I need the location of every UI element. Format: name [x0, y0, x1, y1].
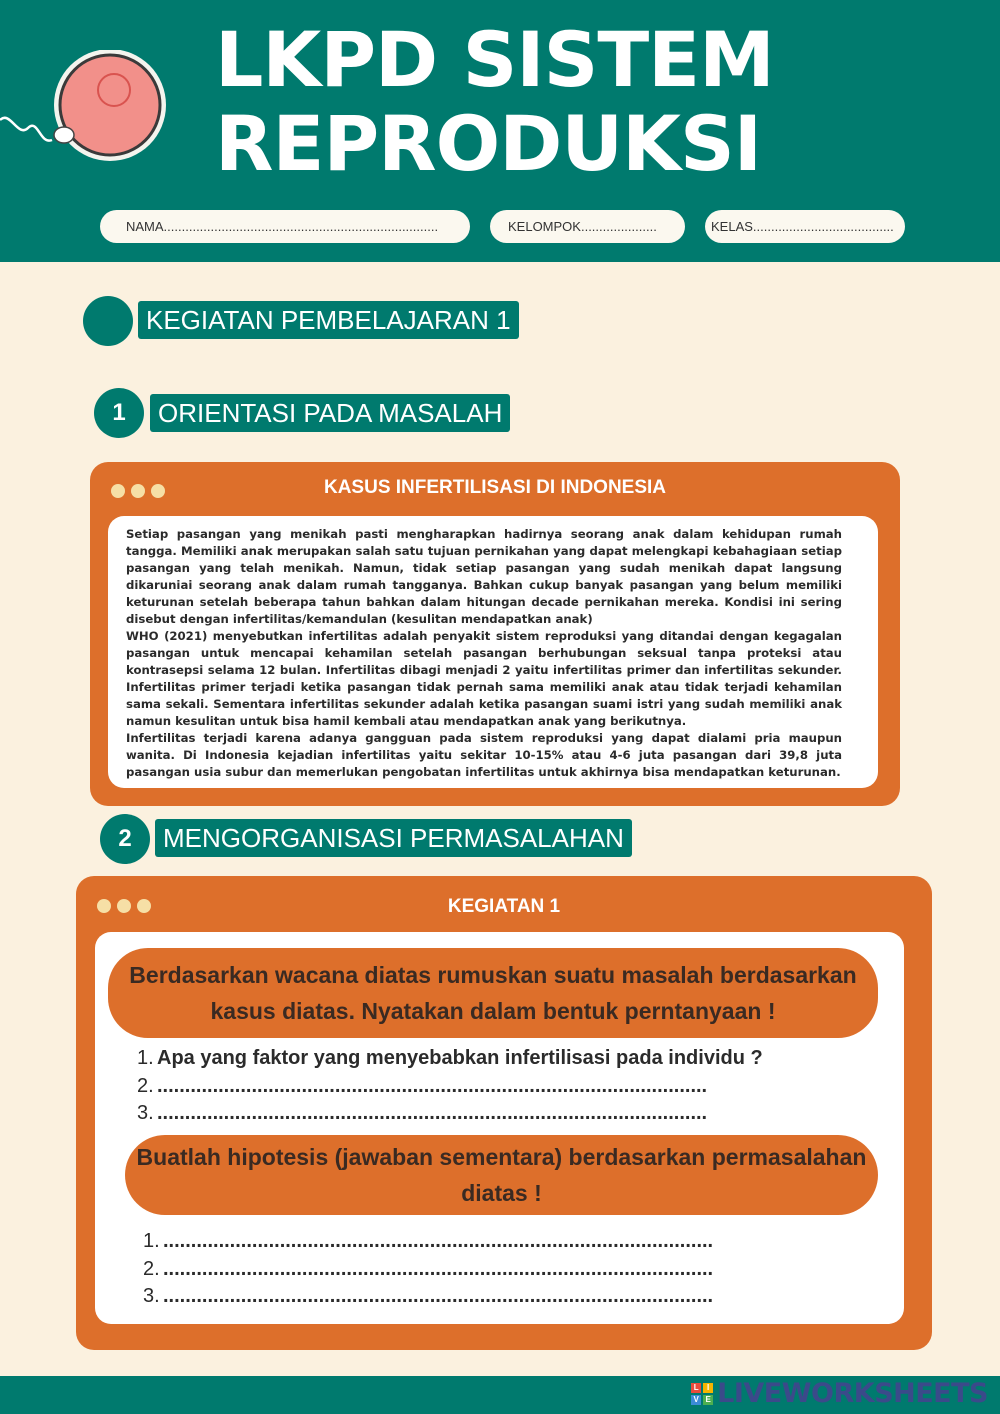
question-1-pill: Berdasarkan wacana diatas rumuskan suatu masalah berdasarkan kasus diatas. Nyatakan dalam bentuk perntanyaan ! [108, 948, 878, 1038]
logo-letter: L [691, 1383, 701, 1393]
answer-row[interactable] [143, 1283, 713, 1311]
answer-blank[interactable]: ................................................................................................... [163, 1285, 714, 1307]
activity-label: KEGIATAN PEMBELAJARAN 1 [138, 301, 519, 339]
answer-number: 3. [137, 1102, 154, 1124]
case-box [90, 462, 900, 806]
case-paragraph-3: Infertilitas terjadi karena adanya gangguan pada sistem reproduksi yang dapat dialami pria maupun wanita. Di Indonesia kejadian infertilitas yaitu sekitar 10-15% atau 4-6 juta pasangan dari 39,8 juta pasangan usia subur dan memerlukan pengobatan infertilitas untuk akhirnya bisa mendapatkan keturunan. [126, 731, 842, 779]
answer-row[interactable] [137, 1100, 763, 1128]
answer-number: 2. [137, 1074, 154, 1097]
step-1-number: 1 [94, 388, 144, 438]
footer [0, 1376, 1000, 1414]
answer-number: 2. [143, 1257, 160, 1280]
answer-number: 3. [143, 1285, 160, 1307]
title-line-2: REPRODUKSI [215, 99, 761, 188]
case-text [126, 526, 842, 781]
activity-panel [95, 932, 904, 1324]
egg-sperm-illustration [0, 50, 175, 180]
activity-box-title: KEGIATAN 1 [447, 896, 561, 917]
step-2-label: MENGORGANISASI PERMASALAHAN [155, 819, 632, 857]
liveworksheets-logo[interactable] [691, 1378, 988, 1409]
group-field[interactable]: KELOMPOK..................... [490, 210, 685, 243]
header [0, 0, 1000, 262]
case-paragraph-1: Setiap pasangan yang menikah pasti mengharapkan hadirnya seorang anak dalam kehidupan rumah tangga. Memiliki anak merupakan salah satu tujuan pernikahan yang dapat melengkapi kebahagiaan setiap pasangan yang telah menikah. Namun, tidak setiap pasangan yang sudah menikah dapat langsung dikaruniai seorang anak dalam rumah tangganya. Bahkan cukup banyak pasangan yang belum memiliki keturunan setelah beberapa tahun bahkan dalam hitungan decade pernikahan mereka. Kondisi ini sering disebut dengan infertilitas/kemandulan (kesulitan mendapatkan anak) [126, 527, 842, 626]
logo-text: LIVEWORKSHEETS [717, 1378, 988, 1409]
class-field[interactable]: KELAS....................................... [705, 210, 905, 243]
answer-blank[interactable]: ................................................................................................... [157, 1074, 708, 1097]
step-1-label: ORIENTASI PADA MASALAH [150, 394, 510, 432]
answer-number: 1. [143, 1230, 160, 1252]
answer-row[interactable] [137, 1045, 763, 1073]
title-line-1: LKPD SISTEM [215, 15, 774, 104]
step-2-number: 2 [100, 814, 150, 864]
question-2-pill: Buatlah hipotesis (jawaban sementara) berdasarkan permasalahan diatas ! [125, 1135, 878, 1215]
name-field[interactable]: NAMA............................................................................ [100, 210, 470, 243]
answer-list-1 [137, 1045, 763, 1128]
activity-box [76, 876, 932, 1350]
answer-row[interactable] [143, 1256, 713, 1284]
case-box-title: KASUS INFERTILISASI DI INDONESIA [323, 477, 667, 498]
case-text-panel [108, 516, 878, 788]
answer-blank[interactable]: ................................................................................................... [163, 1230, 714, 1252]
case-paragraph-2: WHO (2021) menyebutkan infertilitas adalah penyakit sistem reproduksi yang ditandai dengan kegagalan pasangan untuk mencapai kehamilan setelah pasangan berhubungan seksual tanpa proteksi atau kontrasepsi selama 12 bulan. Infertilitas dibagi menjadi 2 yaitu infertilitas primer dan infertilitas sekunder. Infertilitas primer terjadi ketika pasangan tidak pernah sama memiliki anak atau tidak terjadi kehamilan sama sekali. Sementara infertilitas sekunder adalah ketika pasangan suami istri yang sudah memiliki anak namun kesulitan untuk bisa hamil kembali atau mendapatkan anak yang berikutnya. [126, 629, 842, 728]
answer-number: 1. [137, 1047, 154, 1069]
page-title [215, 15, 835, 188]
logo-grid-icon [691, 1383, 713, 1405]
answer-row[interactable] [143, 1228, 713, 1256]
answer-text[interactable]: Apa yang faktor yang menyebabkan infertilisasi pada individu ? [157, 1047, 763, 1069]
logo-letter: I [703, 1383, 713, 1393]
logo-letter: E [703, 1395, 713, 1405]
answer-list-2 [143, 1228, 713, 1311]
answer-blank[interactable]: ................................................................................................... [163, 1257, 714, 1280]
answer-row[interactable] [137, 1073, 763, 1101]
answer-blank[interactable]: ................................................................................................... [157, 1102, 708, 1124]
section-bullet [83, 296, 133, 346]
logo-letter: V [691, 1395, 701, 1405]
